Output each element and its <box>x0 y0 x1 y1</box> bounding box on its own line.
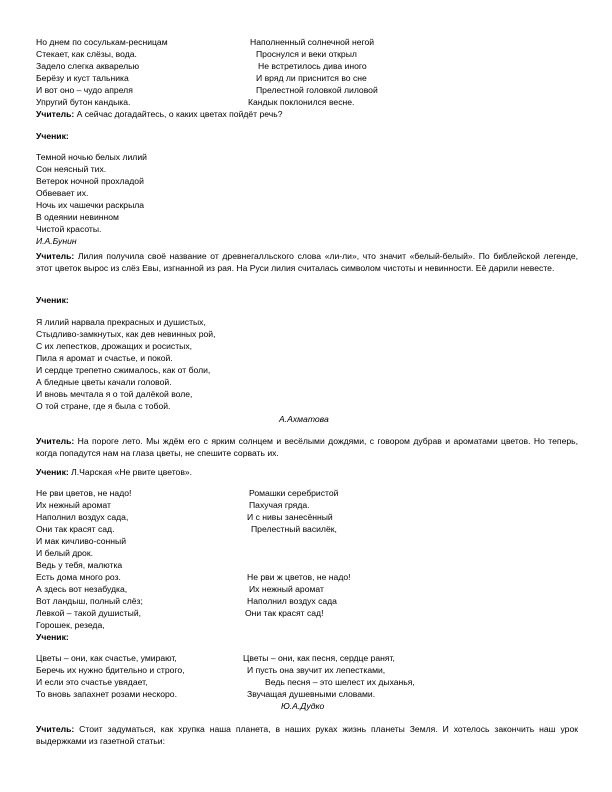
poem-line: Ведь у тебя, малютка <box>36 560 123 570</box>
poem-line: И с нивы занесённый <box>247 512 333 522</box>
poem-title: Л.Чарская «Не рвите цветов». <box>68 467 193 477</box>
poem-line: Ведь песня – это шелест их дыханья, <box>265 677 415 687</box>
poem-line: Но днем по сосулькам-ресницам <box>36 37 168 47</box>
poem-line: Наполненный солнечной негой <box>250 37 375 47</box>
poem-line: И белый дрок. <box>36 548 93 558</box>
teacher-remark <box>36 723 578 748</box>
teacher-remark <box>36 250 578 275</box>
poem-line: И если это счастье увядает, <box>36 677 148 687</box>
poem-line: И вот оно – чудо апреля <box>36 85 133 95</box>
poem-line: Беречь их нужно бдительно и строго, <box>36 665 185 675</box>
speaker-label: Ученик: <box>36 467 69 477</box>
poem-line: Чистой красоты. <box>36 224 102 234</box>
poem-line: С их лепестков, дрожащих и росистых, <box>36 341 193 351</box>
remark-text: Лилия получила своё название от древнегалльского слова «ли-ли», что значит «белый-белый». По библейской легенде, этот цветок вырос из слёз Евы, изгнанной из рая. На Руси лилия считалась символом чистоты и невинности. Её дарили невесте. <box>36 251 578 274</box>
remark-text: Стоит задуматься, как хрупка наша планета, в наших руках жизнь планеты Земля. И хотелось закончить наш урок выдержками из газетной статьи: <box>36 724 578 747</box>
poem-kandyk-left <box>36 38 276 110</box>
poem-line: В одеянии невинном <box>36 212 119 222</box>
poem-line: Стекает, как слёзы, вода. <box>36 49 137 59</box>
poem-line: Задело слегка акварелью <box>36 61 140 71</box>
student-intro <box>36 468 192 477</box>
poem-line: Прелестной головкой лиловой <box>256 85 378 95</box>
poem-line: Не рви ж цветов, не надо! <box>247 572 351 582</box>
poem-author: Ю.А.Дудко <box>281 701 325 711</box>
poem-line: Прелестный василёк, <box>251 524 337 534</box>
poem-line: Упругий бутон кандыка. <box>36 97 131 107</box>
poem-line: Они так красят сад. <box>36 524 115 534</box>
poem-charskaya-right <box>243 489 503 633</box>
speaker-label: Учитель: <box>36 109 75 119</box>
poem-line: И сердце трепетно сжималось, как от боли, <box>36 365 211 375</box>
poem-line: Темной ночью белых лилий <box>36 152 147 162</box>
poem-line: Звучащая душевными словами. <box>247 689 376 699</box>
poem-line: И мак кичливо-сонный <box>36 536 127 546</box>
poem-line: О той стране, где я была с тобой. <box>36 401 171 411</box>
teacher-remark <box>36 110 283 119</box>
poem-line: Пахучая гряда. <box>249 500 310 510</box>
poem-line <box>243 549 503 561</box>
poem-line: Цветы – они, как песня, сердце ранят, <box>243 653 395 663</box>
poem-line: Есть дома много роз. <box>36 572 121 582</box>
poem-author: И.А.Бунин <box>36 236 77 246</box>
poem-line: Обвевает их. <box>36 188 89 198</box>
student-label: Ученик: <box>36 131 69 141</box>
poem-line: Не встретилось дива иного <box>258 61 367 71</box>
poem-line: Левкой – такой душистый, <box>36 608 142 618</box>
poem-line: А здесь вот незабудка, <box>36 584 128 594</box>
poem-line: Я лилий нарвала прекрасных и душистых, <box>36 317 206 327</box>
poem-dudko-right <box>243 654 503 702</box>
poem-line: Кандык поклонился весне. <box>248 97 355 107</box>
poem-line: Пила я аромат и счастье, и покой. <box>36 353 173 363</box>
poem-bunin <box>36 153 276 249</box>
poem-line: Ветерок ночной прохладой <box>36 176 144 186</box>
poem-line: Они так красят сад! <box>245 608 324 618</box>
speaker-label: Учитель: <box>36 724 75 734</box>
poem-line: Проснулся и веки открыл <box>256 49 357 59</box>
poem-line: Стыдливо-замкнутых, как дев невинных рой, <box>36 329 216 339</box>
poem-line: Вот ландыш, полный слёз; <box>36 596 143 606</box>
poem-line: Горошек, резеда, <box>36 620 105 630</box>
teacher-remark <box>36 435 578 460</box>
poem-line: Ночь их чашечки раскрыла <box>36 200 145 210</box>
remark-text: На пороге лето. Мы ждём его с ярким солнцем и весёлыми дождями, с говором дубрав и ароматами цветов. Но теперь, когда попадутся нам на глаза цветы, не спешите сорвать их. <box>36 436 578 459</box>
poem-dudko-left <box>36 654 276 702</box>
poem-line: Наполнил воздух сада, <box>36 512 129 522</box>
remark-text: А сейчас догадайтесь, о каких цветах пойдёт речь? <box>74 109 283 119</box>
poem-line: То вновь запахнет розами нескоро. <box>36 689 177 699</box>
poem-line: Сон неясный тих. <box>36 164 107 174</box>
speaker-label: Учитель: <box>36 436 75 446</box>
poem-line: Берёзу и куст тальника <box>36 73 129 83</box>
poem-line: И вряд ли приснится во сне <box>256 73 367 83</box>
poem-author: А.Ахматова <box>279 414 329 424</box>
poem-line: Их нежный аромат <box>249 584 324 594</box>
student-label: Ученик: <box>36 295 69 305</box>
poem-line <box>243 621 503 633</box>
speaker-label: Учитель: <box>36 251 75 261</box>
poem-charskaya-left <box>36 489 276 633</box>
poem-kandyk-right <box>250 38 510 110</box>
poem-line: И вновь мечтала я о той далёкой воле, <box>36 389 193 399</box>
poem-line: Наполнил воздух сада <box>247 596 337 606</box>
poem-line <box>243 537 503 549</box>
poem-line: И пусть она звучит их лепестками, <box>247 665 386 675</box>
poem-line: Ромашки серебристой <box>249 488 339 498</box>
poem-line: А бледные цветы качали головой. <box>36 377 172 387</box>
student-label: Ученик: <box>36 632 69 642</box>
poem-line: Не рви цветов, не надо! <box>36 488 132 498</box>
poem-line: Цветы – они, как счастье, умирают, <box>36 653 177 663</box>
poem-line: Их нежный аромат <box>36 500 111 510</box>
poem-akhmatova <box>36 318 336 414</box>
